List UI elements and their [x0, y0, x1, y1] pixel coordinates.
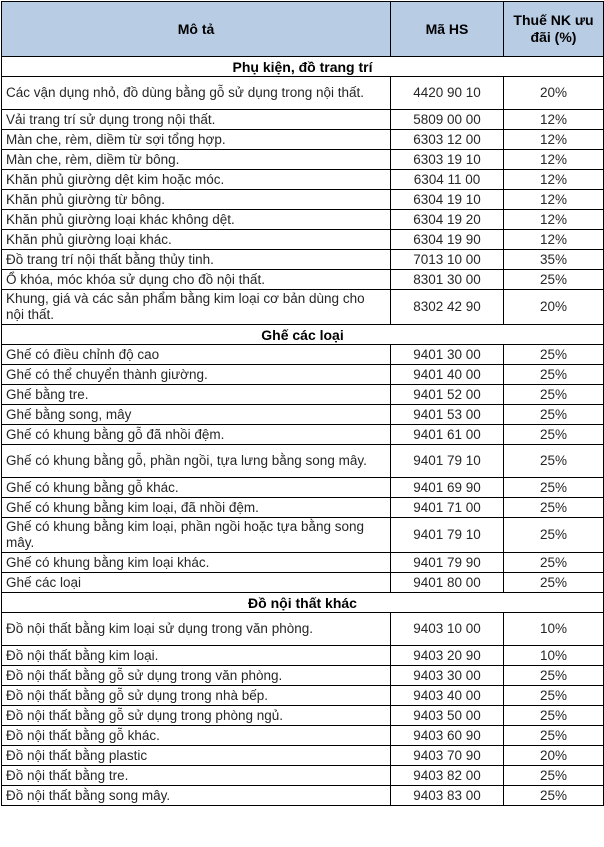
desc-cell: Đồ nội thất bằng song mây.: [2, 786, 391, 806]
desc-cell: Ghế có khung bằng gỗ đã nhồi đệm.: [2, 425, 391, 445]
hs-code-cell: 9403 60 90: [391, 726, 504, 746]
desc-cell: Ghế có khung bằng gỗ, phần ngồi, tựa lưng bằng song mây.: [2, 445, 391, 478]
hs-code-cell: 9403 50 00: [391, 706, 504, 726]
tax-rate-cell: 25%: [504, 385, 604, 405]
hs-code-cell: 9401 52 00: [391, 385, 504, 405]
desc-cell: Đồ nội thất bằng tre.: [2, 766, 391, 786]
desc-cell: Ghế bằng tre.: [2, 385, 391, 405]
table-row: [2, 230, 604, 250]
hs-code-cell: 6303 12 00: [391, 130, 504, 150]
desc-cell: Màn che, rèm, diềm từ bông.: [2, 150, 391, 170]
hs-code-cell: 8301 30 00: [391, 270, 504, 290]
hs-code-cell: 9403 30 00: [391, 666, 504, 686]
tax-rate-cell: 20%: [504, 746, 604, 766]
table-row: [2, 786, 604, 806]
table-row: [2, 110, 604, 130]
hs-code-cell: 6304 11 00: [391, 170, 504, 190]
hs-code-cell: 9403 10 00: [391, 613, 504, 646]
desc-cell: Ổ khóa, móc khóa sử dụng cho đồ nội thất.: [2, 270, 391, 290]
desc-cell: Ghế có khung bằng gỗ khác.: [2, 478, 391, 498]
tax-rate-cell: 25%: [504, 786, 604, 806]
tax-rate-cell: 12%: [504, 230, 604, 250]
desc-cell: Các vận dụng nhỏ, đồ dùng bằng gỗ sử dụng trong nội thất.: [2, 77, 391, 110]
hs-code-cell: 9401 79 90: [391, 553, 504, 573]
tax-rate-cell: 20%: [504, 77, 604, 110]
desc-cell: Khăn phủ giường loại khác không dệt.: [2, 210, 391, 230]
hs-code-cell: 9401 71 00: [391, 498, 504, 518]
desc-cell: Đồ nội thất bằng gỗ khác.: [2, 726, 391, 746]
import-tariff-table: [1, 1, 604, 806]
desc-cell: Khăn phủ giường loại khác.: [2, 230, 391, 250]
tax-rate-cell: 25%: [504, 425, 604, 445]
tax-rate-cell: 25%: [504, 518, 604, 553]
tax-rate-cell: 12%: [504, 210, 604, 230]
table-row: [2, 646, 604, 666]
hs-code-cell: 4420 90 10: [391, 77, 504, 110]
hs-code-cell: 9403 20 90: [391, 646, 504, 666]
table-row: [2, 726, 604, 746]
hs-code-cell: 8302 42 90: [391, 290, 504, 325]
section-header-accessories: [2, 57, 604, 77]
table-row: [2, 518, 604, 553]
desc-cell: Ghế có thể chuyển thành giường.: [2, 365, 391, 385]
hs-code-cell: 9403 82 00: [391, 766, 504, 786]
table-row: [2, 210, 604, 230]
tax-rate-cell: 12%: [504, 110, 604, 130]
table-row: [2, 77, 604, 110]
tax-rate-cell: 25%: [504, 365, 604, 385]
table-row: [2, 345, 604, 365]
desc-cell: Ghế có khung bằng kim loại, đã nhồi đệm.: [2, 498, 391, 518]
header-hs-code: Mã HS: [391, 2, 504, 57]
hs-code-cell: 7013 10 00: [391, 250, 504, 270]
section-title: Phụ kiện, đồ trang trí: [2, 57, 604, 77]
section-header-other-furniture: [2, 593, 604, 613]
hs-code-cell: 9401 69 90: [391, 478, 504, 498]
section-header-chairs: [2, 325, 604, 345]
tax-rate-cell: 25%: [504, 345, 604, 365]
header-tax-rate: Thuế NK ưu đãi (%): [504, 2, 604, 57]
table-row: [2, 150, 604, 170]
hs-code-cell: 6304 19 90: [391, 230, 504, 250]
hs-code-cell: 6304 19 10: [391, 190, 504, 210]
table-row: [2, 766, 604, 786]
tax-rate-cell: 12%: [504, 150, 604, 170]
tax-rate-cell: 12%: [504, 170, 604, 190]
tax-rate-cell: 25%: [504, 553, 604, 573]
desc-cell: Khăn phủ giường dệt kim hoặc móc.: [2, 170, 391, 190]
tax-rate-cell: 25%: [504, 498, 604, 518]
tax-rate-cell: 25%: [504, 270, 604, 290]
table-row: [2, 290, 604, 325]
table-row: [2, 250, 604, 270]
desc-cell: Màn che, rèm, diềm từ sợi tổng hợp.: [2, 130, 391, 150]
table-row: [2, 425, 604, 445]
tax-rate-cell: 25%: [504, 445, 604, 478]
hs-code-cell: 9401 53 00: [391, 405, 504, 425]
tax-rate-cell: 20%: [504, 290, 604, 325]
table-header: [2, 2, 604, 57]
section-title: Ghế các loại: [2, 325, 604, 345]
desc-cell: Ghế có khung bằng kim loại, phần ngồi hoặc tựa bằng song mây.: [2, 518, 391, 553]
desc-cell: Đồ nội thất bằng kim loại.: [2, 646, 391, 666]
tax-rate-cell: 10%: [504, 646, 604, 666]
tax-rate-cell: 25%: [504, 478, 604, 498]
hs-code-cell: 9401 61 00: [391, 425, 504, 445]
desc-cell: Ghế các loại: [2, 573, 391, 593]
table-row: [2, 270, 604, 290]
tax-rate-cell: 25%: [504, 726, 604, 746]
desc-cell: Đồ nội thất bằng plastic: [2, 746, 391, 766]
desc-cell: Đồ nội thất bằng gỗ sử dụng trong phòng ngủ.: [2, 706, 391, 726]
table-row: [2, 746, 604, 766]
tax-rate-cell: 10%: [504, 613, 604, 646]
desc-cell: Đồ nội thất bằng gỗ sử dụng trong nhà bếp.: [2, 686, 391, 706]
table-row: [2, 613, 604, 646]
desc-cell: Ghế có khung bằng kim loại khác.: [2, 553, 391, 573]
desc-cell: Ghế có điều chỉnh độ cao: [2, 345, 391, 365]
table-row: [2, 170, 604, 190]
table-row: [2, 498, 604, 518]
hs-code-cell: 9401 40 00: [391, 365, 504, 385]
table-row: [2, 666, 604, 686]
table-row: [2, 190, 604, 210]
hs-code-cell: 6303 19 10: [391, 150, 504, 170]
tax-rate-cell: 25%: [504, 766, 604, 786]
hs-code-cell: 5809 00 00: [391, 110, 504, 130]
table-row: [2, 445, 604, 478]
hs-code-cell: 6304 19 20: [391, 210, 504, 230]
tax-rate-cell: 12%: [504, 130, 604, 150]
tax-rate-cell: 35%: [504, 250, 604, 270]
tax-rate-cell: 25%: [504, 573, 604, 593]
section-title: Đồ nội thất khác: [2, 593, 604, 613]
desc-cell: Ghế bằng song, mây: [2, 405, 391, 425]
desc-cell: Vải trang trí sử dụng trong nội thất.: [2, 110, 391, 130]
table-row: [2, 365, 604, 385]
desc-cell: Đồ trang trí nội thất bằng thủy tinh.: [2, 250, 391, 270]
desc-cell: Đồ nội thất bằng kim loại sử dụng trong văn phòng.: [2, 613, 391, 646]
tax-rate-cell: 25%: [504, 405, 604, 425]
table-row: [2, 706, 604, 726]
hs-code-cell: 9403 40 00: [391, 686, 504, 706]
hs-code-cell: 9401 79 10: [391, 445, 504, 478]
hs-code-cell: 9403 83 00: [391, 786, 504, 806]
hs-code-cell: 9403 70 90: [391, 746, 504, 766]
tax-rate-cell: 25%: [504, 666, 604, 686]
tax-rate-cell: 25%: [504, 706, 604, 726]
hs-code-cell: 9401 80 00: [391, 573, 504, 593]
desc-cell: Đồ nội thất bằng gỗ sử dụng trong văn phòng.: [2, 666, 391, 686]
table-row: [2, 686, 604, 706]
header-row: [2, 2, 604, 57]
table-row: [2, 405, 604, 425]
tax-rate-cell: 12%: [504, 190, 604, 210]
table-body: [2, 57, 604, 806]
table-row: [2, 573, 604, 593]
table-row: [2, 553, 604, 573]
desc-cell: Khăn phủ giường từ bông.: [2, 190, 391, 210]
hs-code-cell: 9401 30 00: [391, 345, 504, 365]
table-row: [2, 478, 604, 498]
table-row: [2, 385, 604, 405]
tax-rate-cell: 25%: [504, 686, 604, 706]
hs-code-cell: 9401 79 10: [391, 518, 504, 553]
table-row: [2, 130, 604, 150]
desc-cell: Khung, giá và các sản phẩm bằng kim loại cơ bản dùng cho nội thất.: [2, 290, 391, 325]
header-description: Mô tả: [2, 2, 391, 57]
